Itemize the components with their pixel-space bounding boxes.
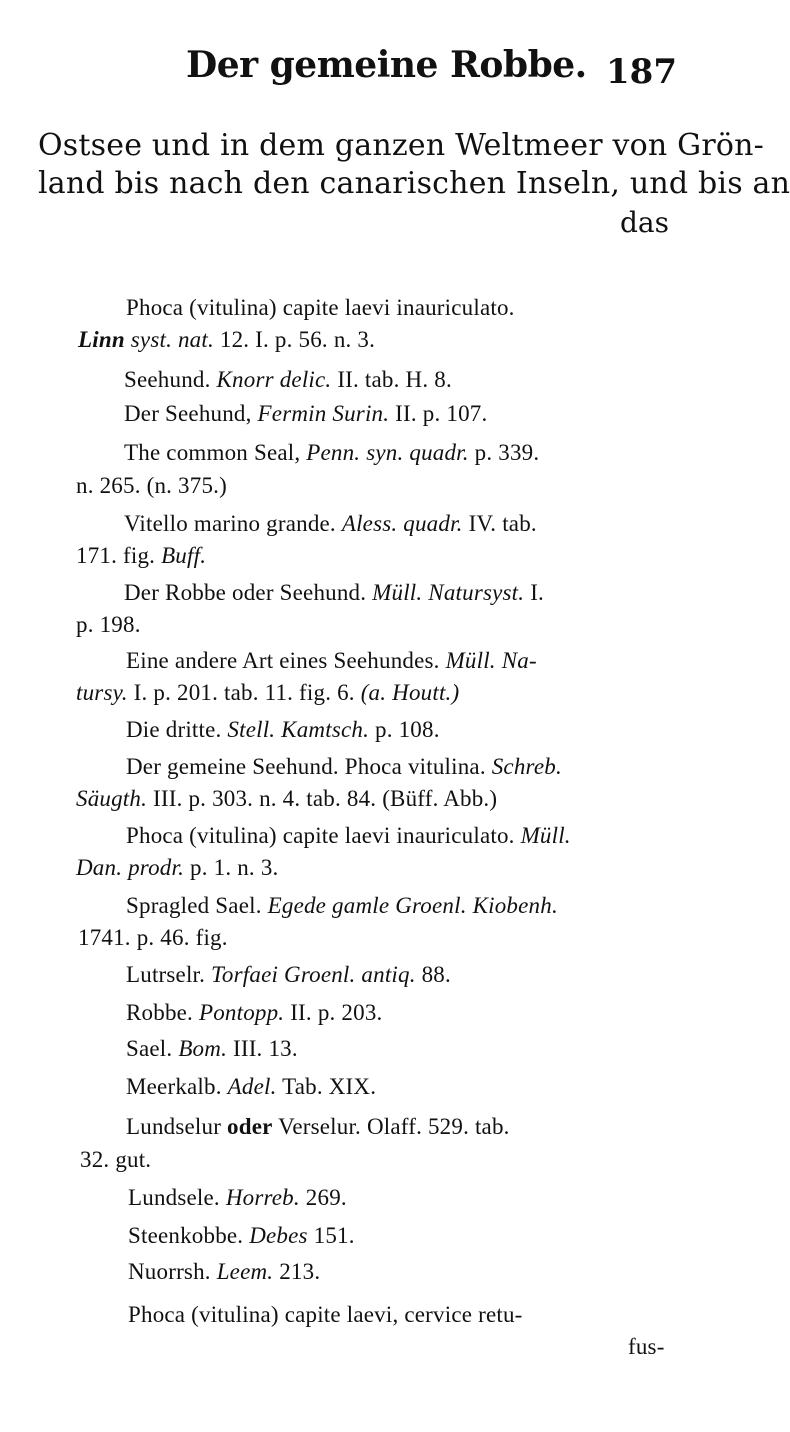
synonym-work: Penn. syn. quadr. — [306, 440, 469, 465]
synonym-line — [124, 401, 487, 427]
synonym-work: Buff. — [161, 543, 207, 568]
synonym-work: Stell. Kamtsch. — [227, 717, 370, 742]
synonym-line — [126, 1036, 298, 1062]
synonym-work: Fermin Surin. — [257, 401, 390, 426]
synonym-line — [76, 543, 206, 569]
synonym-line — [126, 1000, 382, 1026]
synonym-work: Schreb. — [491, 754, 562, 779]
synonym-line — [128, 1223, 355, 1249]
synonym-author: Linn — [78, 327, 125, 352]
synonym-line — [76, 612, 141, 638]
synonym-conjunction: oder — [227, 1114, 273, 1139]
synonym-ref: I. p. 201. tab. 11. fig. 6. — [133, 680, 355, 705]
synonym-work: Debes — [249, 1223, 308, 1248]
synonym-text: 171. fig. — [76, 543, 156, 568]
synonym-line — [628, 1334, 665, 1360]
synonym-ref: 88. — [421, 962, 451, 987]
synonym-work: Horreb. — [225, 1185, 300, 1210]
synonym-line — [126, 648, 537, 674]
synonym-line — [126, 962, 451, 988]
synonym-line — [126, 717, 440, 743]
synonym-text: Lundselur — [126, 1114, 222, 1139]
synonym-line — [78, 327, 375, 353]
synonym-text: Phoca (vitulina) capite laevi inauriculato. — [126, 295, 515, 320]
running-head-title: Der gemeine Robbe. — [186, 44, 587, 86]
synonym-work: Müll. Na- — [445, 648, 537, 673]
synonym-text: Verselur. — [278, 1114, 361, 1139]
synonym-ref: IV. tab. — [468, 511, 537, 536]
synonym-text: Nuorrsh. — [128, 1259, 211, 1284]
synonym-text: Der Robbe oder Seehund. — [124, 580, 367, 605]
synonym-ref: 12. I. p. 56. n. 3. — [219, 327, 376, 352]
synonym-text: Vitello marino grande. — [124, 511, 336, 536]
synonym-work: Egede gamle Groenl. Kiobenh. — [267, 893, 558, 918]
synonym-ref: 213. — [279, 1259, 321, 1284]
synonym-work: Leem. — [216, 1259, 274, 1284]
synonym-ref: Olaff. 529. tab. — [366, 1114, 510, 1139]
synonym-ref: Tab. XIX. — [282, 1074, 377, 1099]
synonym-line — [80, 1147, 151, 1173]
synonym-line — [76, 786, 497, 812]
synonym-work: Torfaei Groenl. antiq. — [211, 962, 416, 987]
synonym-line — [126, 893, 558, 919]
synonym-work: Aless. quadr. — [341, 511, 463, 536]
synonym-work: Säugth. — [76, 786, 148, 811]
synonym-ref: I. — [530, 580, 544, 605]
synonym-text: Robbe. — [126, 1000, 193, 1025]
synonym-text: 1741. p. 46. fig. — [78, 925, 228, 950]
synonym-ref: p. 108. — [375, 717, 440, 742]
synonym-work: syst. nat. — [130, 327, 214, 352]
synonym-work: Knorr delic. — [216, 367, 332, 392]
synonym-line — [128, 1302, 523, 1328]
synonym-line — [126, 823, 571, 849]
synonym-ref: 151. — [313, 1223, 355, 1248]
synonym-text: Steenkobbe. — [128, 1223, 244, 1248]
synonym-text: p. 198. — [76, 612, 141, 637]
synonym-work: Adel. — [227, 1074, 277, 1099]
synonym-note: (Büff. Abb.) — [382, 786, 498, 811]
synonym-text: Der gemeine Seehund. Phoca vitulina. — [126, 754, 486, 779]
synonym-ref: II. p. 203. — [290, 1000, 383, 1025]
synonym-ref: p. 339. — [474, 440, 540, 465]
synonym-ref: III. p. 303. n. 4. tab. 84. — [153, 786, 377, 811]
synonym-text: Sael. — [126, 1036, 173, 1061]
synonym-line — [124, 367, 452, 393]
synonym-text: gut. — [115, 1147, 152, 1172]
synonym-line — [78, 925, 228, 951]
synonym-line — [124, 580, 544, 606]
synonym-line — [76, 855, 278, 881]
synonym-ref: p. 1. n. 3. — [190, 855, 279, 880]
synonym-ref: II. tab. H. 8. — [337, 367, 452, 392]
synonym-line — [76, 473, 227, 499]
synonym-ref: III. 13. — [232, 1036, 298, 1061]
synonym-line — [126, 1114, 510, 1140]
synonym-ref: 32. — [80, 1147, 110, 1172]
synonym-line — [126, 295, 515, 321]
synonym-work: tursy. — [76, 680, 128, 705]
synonym-ref: 269. — [305, 1185, 347, 1210]
synonym-work: Pontopp. — [198, 1000, 285, 1025]
synonym-text: Phoca (vitulina) capite laevi inauriculato. — [126, 823, 515, 848]
synonym-text: Die dritte. — [126, 717, 222, 742]
synonym-line — [76, 680, 459, 706]
body-text-line: Ostsee und in dem ganzen Weltmeer von Grön- — [38, 128, 765, 163]
synonym-text: Phoca (vitulina) capite laevi, cervice retu- — [128, 1302, 523, 1327]
body-text-line: land bis nach den canarischen Inseln, und bis an — [38, 166, 790, 201]
synonym-work: Müll. — [520, 823, 571, 848]
catchword: das — [620, 206, 669, 239]
page-number: 187 — [606, 52, 677, 92]
synonym-text: Meerkalb. — [126, 1074, 222, 1099]
synonym-text: fus- — [628, 1334, 665, 1359]
synonym-text: Spragled Sael. — [126, 893, 262, 918]
synonym-work: Dan. prodr. — [76, 855, 185, 880]
synonym-text: The common Seal, — [124, 440, 301, 465]
synonym-line — [126, 1074, 376, 1100]
synonym-text: Der Seehund, — [124, 401, 252, 426]
synonym-ref: II. p. 107. — [395, 401, 488, 426]
synonym-work: Müll. Natursyst. — [372, 580, 525, 605]
synonym-text: n. 265. (n. 375.) — [76, 473, 227, 498]
synonym-line — [128, 1185, 347, 1211]
synonym-line — [124, 511, 537, 537]
synonym-note: (a. Houtt.) — [360, 680, 460, 705]
synonym-text: Eine andere Art eines Seehundes. — [126, 648, 440, 673]
synonym-line — [124, 440, 539, 466]
synonym-line — [126, 754, 562, 780]
synonym-line — [128, 1259, 320, 1285]
synonym-text: Seehund. — [124, 367, 211, 392]
synonym-text: Lutrselr. — [126, 962, 206, 987]
synonym-work: Bom. — [178, 1036, 228, 1061]
synonym-text: Lundsele. — [128, 1185, 220, 1210]
